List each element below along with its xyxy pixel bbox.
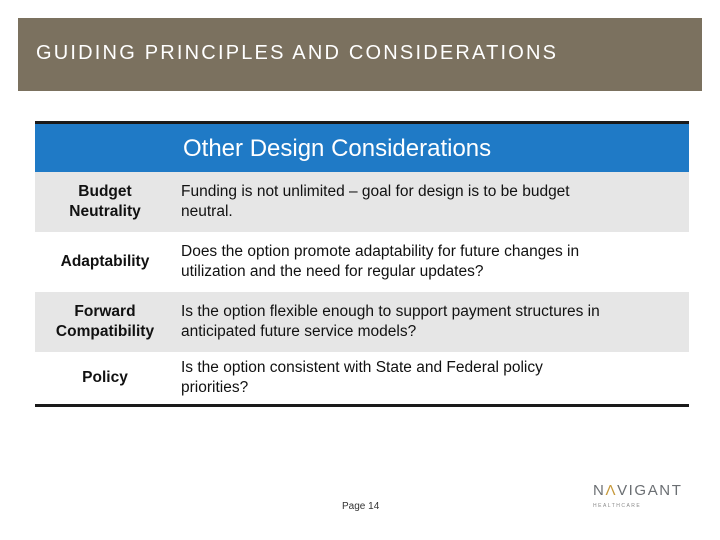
row-description-text: Funding is not unlimited – goal for design is to be budget neutral. [181,183,570,220]
table-header [35,124,689,172]
row-label-text: Adaptability [60,253,150,270]
row-description-text: Is the option consistent with State and Federal policy priorities? [181,359,543,396]
row-description-text: Does the option promote adaptability for future changes in utilization and the need for regular updates? [181,243,580,280]
page-number: Page 14 [342,501,380,512]
page-title: GUIDING PRINCIPLES AND CONSIDERATIONS [36,42,559,64]
row-description [181,172,681,232]
row-description [181,232,681,292]
logo-accent-mark: Λ [605,482,618,499]
table-row [35,232,689,292]
row-description-text: Is the option flexible enough to support payment structures in anticipated future service models? [181,303,600,340]
row-label-text: Budget Neutrality [69,183,141,220]
row-label [35,232,175,292]
table-row [35,292,689,352]
table-heading: Other Design Considerations [183,135,492,162]
row-label [35,292,175,352]
title-bar [18,18,702,91]
table-row [35,352,689,404]
logo-wordmark: NΛVIGANT [593,482,683,499]
considerations-table [35,121,689,407]
row-label [35,352,175,404]
row-label [35,172,175,232]
table-bottom-rule [35,404,689,407]
row-description [181,352,681,404]
row-label-text: Forward Compatibility [55,303,155,340]
logo-tagline: HEALTHCARE [593,503,642,509]
navigant-logo [593,482,688,516]
row-description [181,292,681,352]
table-row [35,172,689,232]
row-label-text: Policy [82,369,128,386]
